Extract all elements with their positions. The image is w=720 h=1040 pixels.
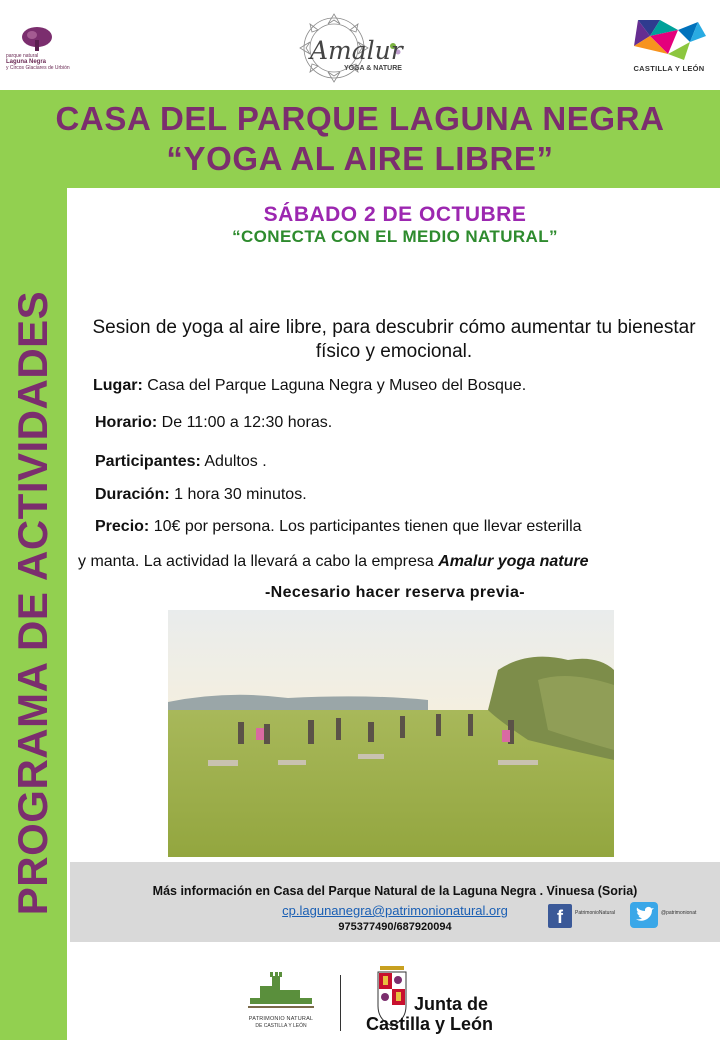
amalur-wordmark: Amalur	[310, 36, 403, 65]
detail-precio-cont	[78, 553, 588, 571]
detail-precio	[95, 518, 582, 536]
email-link[interactable]: cp.lagunanegra@patrimonionatural.org	[282, 903, 508, 918]
detail-value: Adultos .	[200, 453, 267, 470]
patrimonio-label: PATRIMONIO NATURAL	[248, 1016, 314, 1022]
cyl-label: CASTILLA Y LEÓN	[633, 64, 705, 73]
detail-horario	[95, 414, 332, 432]
detail-label: Participantes:	[95, 453, 201, 470]
page-subtitle: “YOGA AL AIRE LIBRE”	[166, 140, 554, 177]
junta-sublabel: Castilla y León	[366, 1014, 494, 1034]
detail-label: Horario:	[95, 414, 158, 431]
detail-value: y manta. La actividad la llevará a cabo la empresa	[78, 553, 439, 570]
event-tagline: “CONECTA CON EL MEDIO NATURAL”	[232, 227, 558, 246]
reservation-note: -Necesario hacer reserva previa-	[264, 584, 526, 601]
event-intro: Sesion de yoga al aire libre, para descubrir cómo aumentar tu bienestar físico y emocional.	[92, 317, 696, 362]
tree-icon	[20, 26, 54, 52]
detail-duracion	[95, 486, 307, 504]
castilla-leon-logo	[628, 16, 710, 76]
detail-value: De 11:00 a 12:30 horas.	[157, 414, 333, 431]
park-logo-text: parque natural Laguna Negra y Circos Glaciares de Urbión	[6, 53, 70, 71]
facebook-icon[interactable]: f	[548, 904, 572, 928]
page-title: CASA DEL PARQUE LAGUNA NEGRA	[55, 100, 665, 137]
side-label: PROGRAMA DE ACTIVIDADES	[9, 290, 56, 916]
patrimonio-sublabel: DE CASTILLA Y LEÓN	[255, 1023, 307, 1029]
detail-value: 10€ por persona. Los participantes tienen que llevar esterilla	[149, 518, 582, 535]
company-name: Amalur yoga nature	[438, 553, 589, 570]
cyl-mark-icon	[628, 16, 710, 62]
twitter-label: @patrimonionat	[661, 910, 697, 916]
junta-label: Junta de	[414, 994, 489, 1014]
patrimonio-natural-logo	[238, 970, 324, 1032]
amalur-tagline: YOGA & NATURE	[344, 65, 402, 72]
event-date: SÁBADO 2 DE OCTUBRE	[263, 203, 527, 226]
twitter-icon[interactable]	[630, 902, 658, 928]
castle-icon	[238, 970, 324, 1016]
detail-participantes	[95, 453, 267, 471]
amalur-logo	[286, 12, 408, 84]
detail-value: Casa del Parque Laguna Negra y Museo del Bosque.	[142, 377, 527, 394]
detail-label: Duración:	[95, 486, 170, 503]
info-text: Más información en Casa del Parque Natural de la Laguna Negra . Vinuesa (Soria)	[152, 884, 638, 898]
detail-label: Precio:	[95, 518, 150, 535]
park-logo	[6, 26, 72, 78]
facebook-label: PatrimonioNatural	[575, 910, 616, 916]
phone-number: 975377490/687920094	[338, 921, 452, 933]
detail-lugar	[93, 377, 526, 395]
detail-label: Lugar:	[93, 377, 143, 394]
yoga-photo	[168, 610, 614, 857]
footer-divider	[340, 975, 341, 1031]
detail-value: 1 hora 30 minutos.	[169, 486, 307, 503]
